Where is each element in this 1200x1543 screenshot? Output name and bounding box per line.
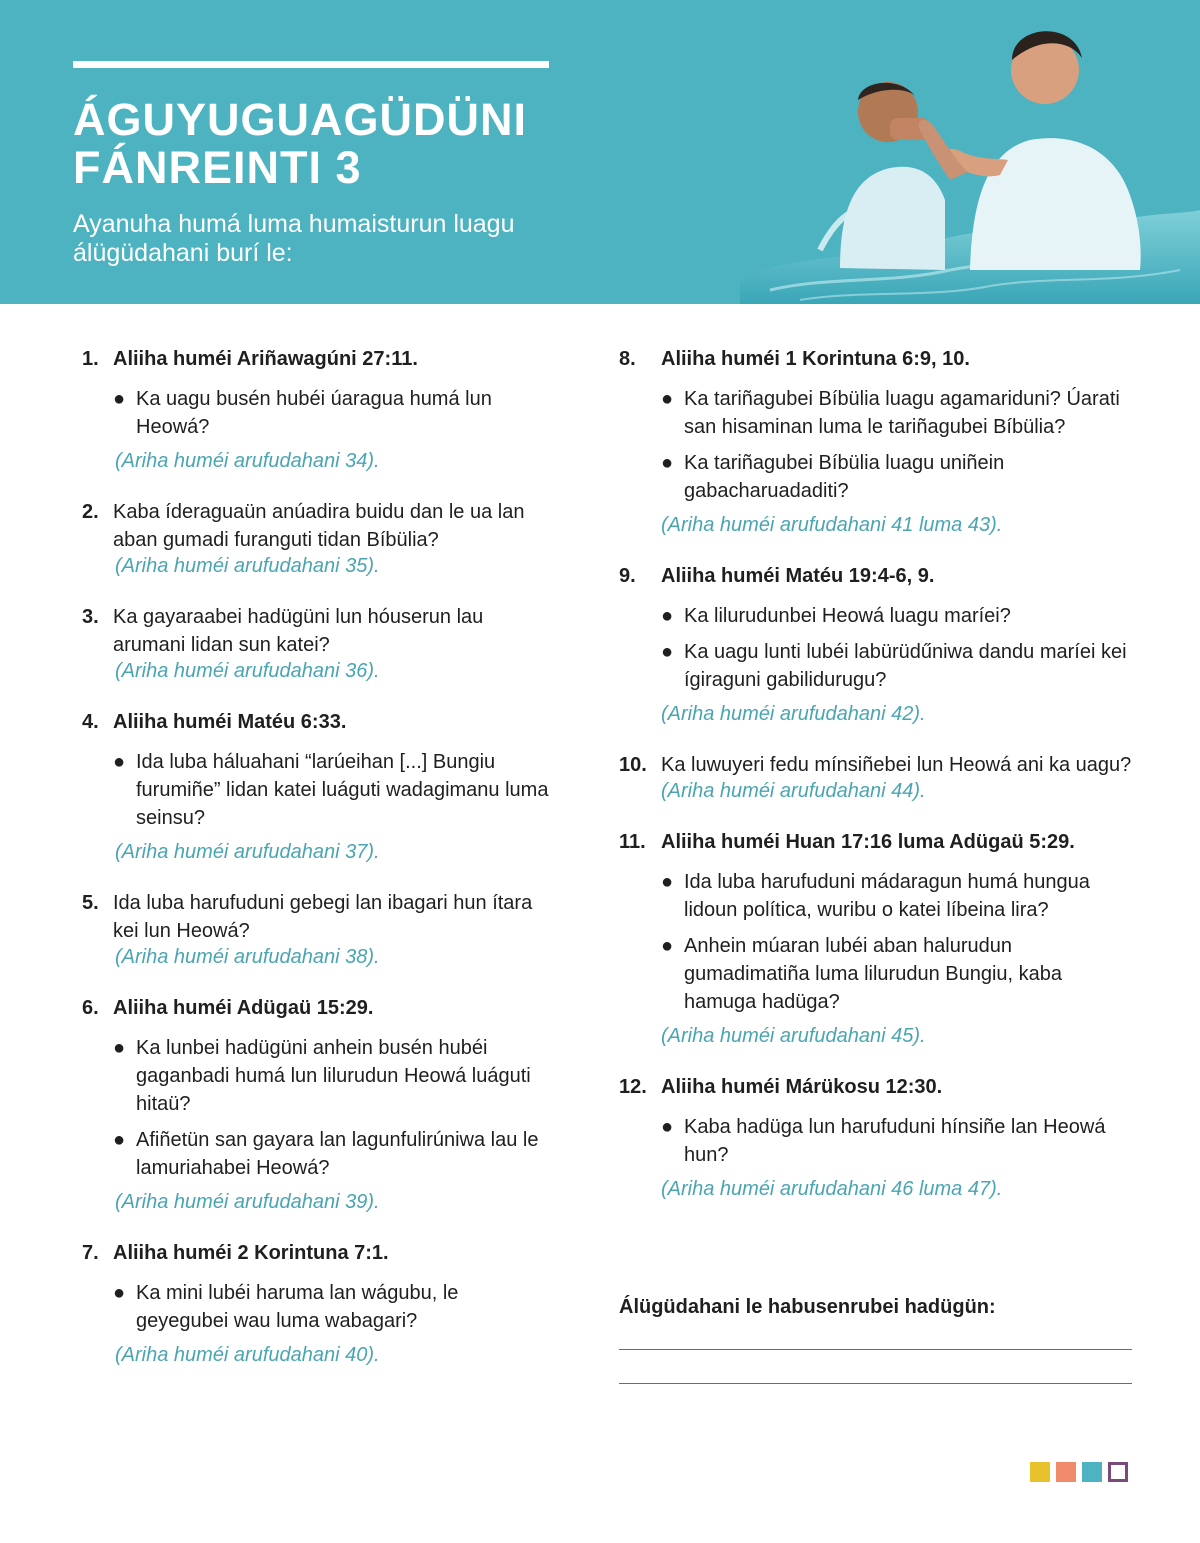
bullet-item (619, 638, 1135, 694)
bullet-icon: ● (113, 1037, 126, 1059)
question-title: Aliiha huméi 2 Korintuna 7:1. (113, 1242, 389, 1264)
question-title: Ka gayaraabei hadügüni lun hóuserun lau arumani lidan sun katei? (113, 606, 484, 656)
question-title: Aliiha huméi Adügaü 15:29. (113, 997, 374, 1019)
bullet-list (619, 868, 1135, 1016)
questions-column-left (82, 345, 552, 1392)
bullet-text: Ida luba harufuduni mádaragun humá hungua lidoun política, wuribu o katei líbeina lira? (684, 871, 1090, 921)
bullet-item (619, 1113, 1135, 1169)
question-12 (619, 1073, 1135, 1203)
reference-link: (Ariha huméi arufudahani 45). (661, 1025, 926, 1047)
bullet-list (82, 1034, 552, 1182)
bullet-text: Ida luba háluahani “larúeihan [...] Bungiu furumiñe” lidan katei luáguti wadagimanu luma seinsu? (136, 751, 549, 829)
question-9 (619, 562, 1135, 728)
question-number: 6. (82, 997, 99, 1019)
bullet-text: Afiñetün san gayara lan lagunfulirúniwa lau le lamuriahabei Heowá? (136, 1129, 539, 1179)
question-number: 10. (619, 754, 647, 776)
bullet-icon: ● (661, 388, 674, 410)
orange-square-icon (1056, 1462, 1076, 1482)
question-title: Aliiha huméi Matéu 19:4-6, 9. (661, 565, 935, 587)
question-8 (619, 345, 1135, 539)
bullet-item (619, 868, 1135, 924)
bullet-item (82, 1126, 552, 1182)
page-title (73, 96, 527, 192)
question-number: 8. (619, 348, 636, 370)
reference-link: (Ariha huméi arufudahani 40). (115, 1344, 380, 1366)
header-rule (73, 61, 549, 68)
bullet-list (82, 1279, 552, 1335)
bullet-list (619, 602, 1135, 694)
bullet-list (619, 385, 1135, 505)
title-line-2: FÁNREINTI 3 (73, 142, 362, 193)
bullet-list (82, 385, 552, 441)
question-number: 3. (82, 606, 99, 628)
question-3 (82, 603, 552, 685)
questions-column-right (619, 345, 1135, 1226)
bullet-text: Ka tariñagubei Bíbülia luagu uniñein gabacharuadaditi? (684, 452, 1005, 502)
bullet-text: Ka lilurudunbei Heowá luagu maríei? (684, 605, 1011, 627)
question-number: 4. (82, 711, 99, 733)
bullet-icon: ● (113, 751, 126, 773)
bullet-item (82, 748, 552, 832)
bullet-icon: ● (661, 1116, 674, 1138)
outline-square-icon (1108, 1462, 1128, 1482)
question-number: 7. (82, 1242, 99, 1264)
question-7 (82, 1239, 552, 1369)
question-title: Ka luwuyeri fedu mínsiñebei lun Heowá ani ka uagu? (661, 754, 1132, 776)
question-number: 5. (82, 892, 99, 914)
reference-link: (Ariha huméi arufudahani 41 luma 43). (661, 514, 1003, 536)
reference-link: (Ariha huméi arufudahani 34). (115, 450, 380, 472)
question-5 (82, 889, 552, 971)
reference-link: (Ariha huméi arufudahani 42). (661, 703, 926, 725)
title-line-1: ÁGUYUGUAGÜDÜNI (73, 94, 528, 145)
bullet-list (619, 1113, 1135, 1169)
question-1 (82, 345, 552, 475)
reference-link: (Ariha huméi arufudahani 36). (115, 660, 380, 682)
reference-link: (Ariha huméi arufudahani 44). (661, 780, 926, 802)
question-title: Aliiha huméi 1 Korintuna 6:9, 10. (661, 348, 970, 370)
bullet-icon: ● (113, 388, 126, 410)
reference-link: (Ariha huméi arufudahani 37). (115, 841, 380, 863)
page-subtitle: Ayanuha humá luma humaisturun luagu álügüdahani burí le: (73, 210, 515, 267)
question-number: 1. (82, 348, 99, 370)
bullet-item (82, 385, 552, 441)
bullet-icon: ● (661, 452, 674, 474)
question-11 (619, 828, 1135, 1050)
bullet-icon: ● (113, 1282, 126, 1304)
bullet-text: Anhein múaran lubéi aban halurudun gumadimatiña luma lilurudun Bungiu, kaba hamuga hadüga? (684, 935, 1063, 1013)
bullet-item (82, 1279, 552, 1335)
reference-link: (Ariha huméi arufudahani 35). (115, 555, 380, 577)
question-title: Aliiha huméi Márükosu 12:30. (661, 1076, 943, 1098)
bullet-text: Ka tariñagubei Bíbülia luagu agamariduni? Úarati san hisaminan luma le tariñagubei Bíbülia? (684, 388, 1120, 438)
reference-link: (Ariha huméi arufudahani 39). (115, 1191, 380, 1213)
bullet-item (619, 449, 1135, 505)
bullet-icon: ● (661, 605, 674, 627)
answer-line-2[interactable] (619, 1383, 1132, 1384)
bullet-item (82, 1034, 552, 1118)
bullet-text: Ka uagu busén hubéi úaragua humá lun Heowá? (136, 388, 492, 438)
closing-prompt: Álügüdahani le habusenrubei hadügün: (619, 1296, 996, 1318)
bullet-text: Ka uagu lunti lubéi labürüdűniwa dandu maríei kei ígiraguni gabilidurugu? (684, 641, 1127, 691)
bullet-item (619, 602, 1135, 630)
question-title: Aliiha huméi Matéu 6:33. (113, 711, 347, 733)
question-number: 2. (82, 501, 99, 523)
question-10 (619, 751, 1135, 805)
bullet-icon: ● (113, 1129, 126, 1151)
question-title: Ida luba harufuduni gebegi lan ibagari hun ítara kei lun Heowá? (113, 892, 533, 942)
question-number: 9. (619, 565, 636, 587)
bullet-item (619, 385, 1135, 441)
reference-link: (Ariha huméi arufudahani 46 luma 47). (661, 1178, 1003, 1200)
color-squares (1030, 1462, 1128, 1482)
question-title: Aliiha huméi Ariñawagúni 27:11. (113, 348, 418, 370)
bullet-list (82, 748, 552, 832)
question-number: 11. (619, 831, 646, 853)
question-number: 12. (619, 1076, 647, 1098)
bullet-text: Ka lunbei hadügüni anhein busén hubéi gaganbadi humá lun lilurudun Heowá luáguti hitaü? (136, 1037, 531, 1115)
header-banner (0, 0, 1200, 304)
bullet-icon: ● (661, 871, 674, 893)
question-6 (82, 994, 552, 1216)
question-2 (82, 498, 552, 580)
bullet-text: Kaba hadüga lun harufuduni hínsiñe lan Heowá hun? (684, 1116, 1106, 1166)
bullet-text: Ka mini lubéi haruma lan wágubu, le geyegubei wau luma wabagari? (136, 1282, 459, 1332)
answer-line-1[interactable] (619, 1349, 1132, 1350)
question-title: Aliiha huméi Huan 17:16 luma Adügaü 5:29. (661, 831, 1075, 853)
bullet-icon: ● (661, 641, 674, 663)
bullet-item (619, 932, 1135, 1016)
reference-link: (Ariha huméi arufudahani 38). (115, 946, 380, 968)
teal-square-icon (1082, 1462, 1102, 1482)
question-4 (82, 708, 552, 866)
yellow-square-icon (1030, 1462, 1050, 1482)
bullet-icon: ● (661, 935, 674, 957)
question-title: Kaba íderaguaün anúadira buidu dan le ua lan aban gumadi furanguti tidan Bíbülia? (113, 501, 525, 551)
baptism-illustration (740, 0, 1200, 304)
